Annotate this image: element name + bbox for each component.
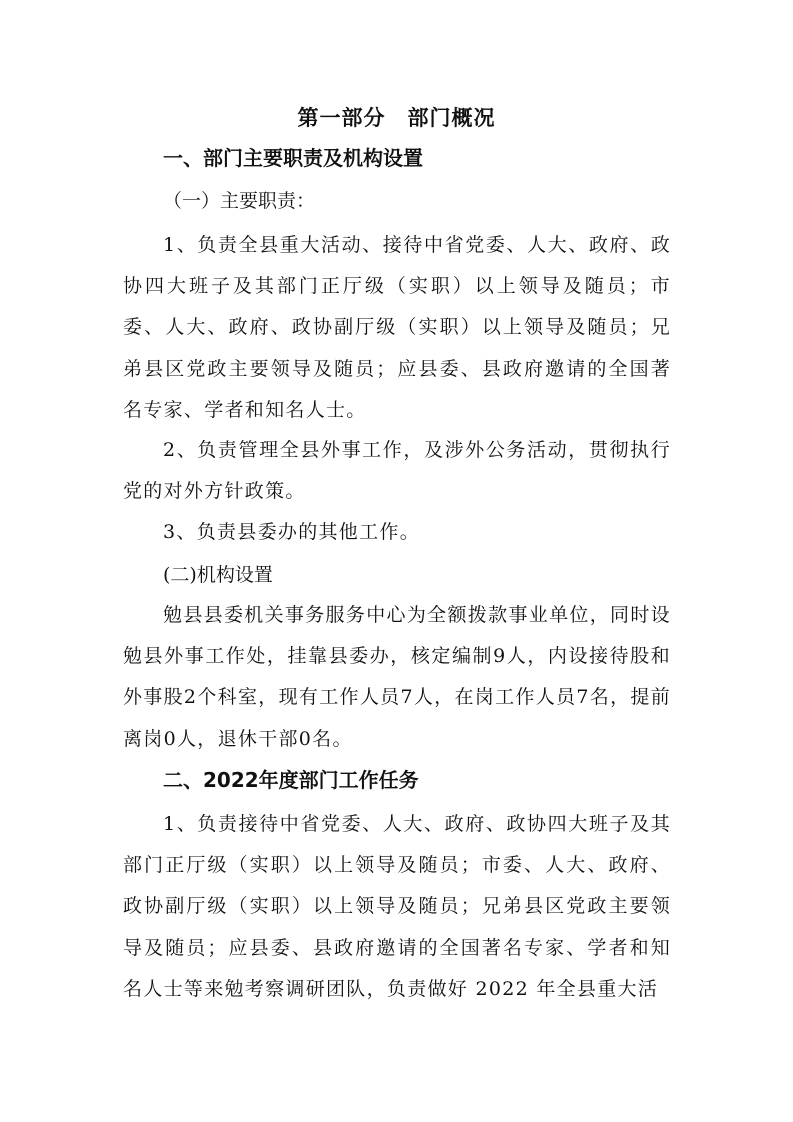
- duty-item-2: 2、负责管理全县外事工作，及涉外公务活动，贯彻执行党的对外方针政策。: [123, 439, 671, 503]
- duty-item-3: 3、负责县委办的其他工作。: [163, 521, 420, 543]
- subheading-main-duties: （一）主要职责：: [163, 190, 316, 212]
- page-title: 第一部分 部门概况: [297, 106, 496, 130]
- section-heading-tasks: 二、2022年度部门工作任务: [163, 768, 419, 792]
- duty-item-1: 1、负责全县重大活动、接待中省党委、人大、政府、政协四大班子及其部门正厅级（实职）以上领导及随员；市委、人大、政府、政协副厅级（实职）以上领导及随员；兄弟县区党政主要领导及随员；应县委、县政府邀请的全国著名专家、学者和知名人士。: [123, 234, 671, 421]
- section-heading-duties: 一、部门主要职责及机构设置: [163, 146, 423, 170]
- task-item-1: 1、负责接待中省党委、人大、政府、政协四大班子及其部门正厅级（实职）以上领导及随员；市委、人大、政府、政协副厅级（实职）以上领导及随员；兄弟县区党政主要领导及随员；应县委、县政府邀请的全国著名专家、学者和知名人士等来勉考察调研团队，负责做好 2022 年全县重大活: [123, 813, 671, 1000]
- subheading-organization: (二)机构设置: [163, 564, 273, 586]
- organization-paragraph: 勉县县委机关事务服务中心为全额拨款事业单位，同时设勉县外事工作处，挂靠县委办，核定编制9人，内设接待股和外事股2个科室，现有工作人员7人，在岗工作人员7名，提前离岗0人，退休干部0名。: [123, 604, 671, 750]
